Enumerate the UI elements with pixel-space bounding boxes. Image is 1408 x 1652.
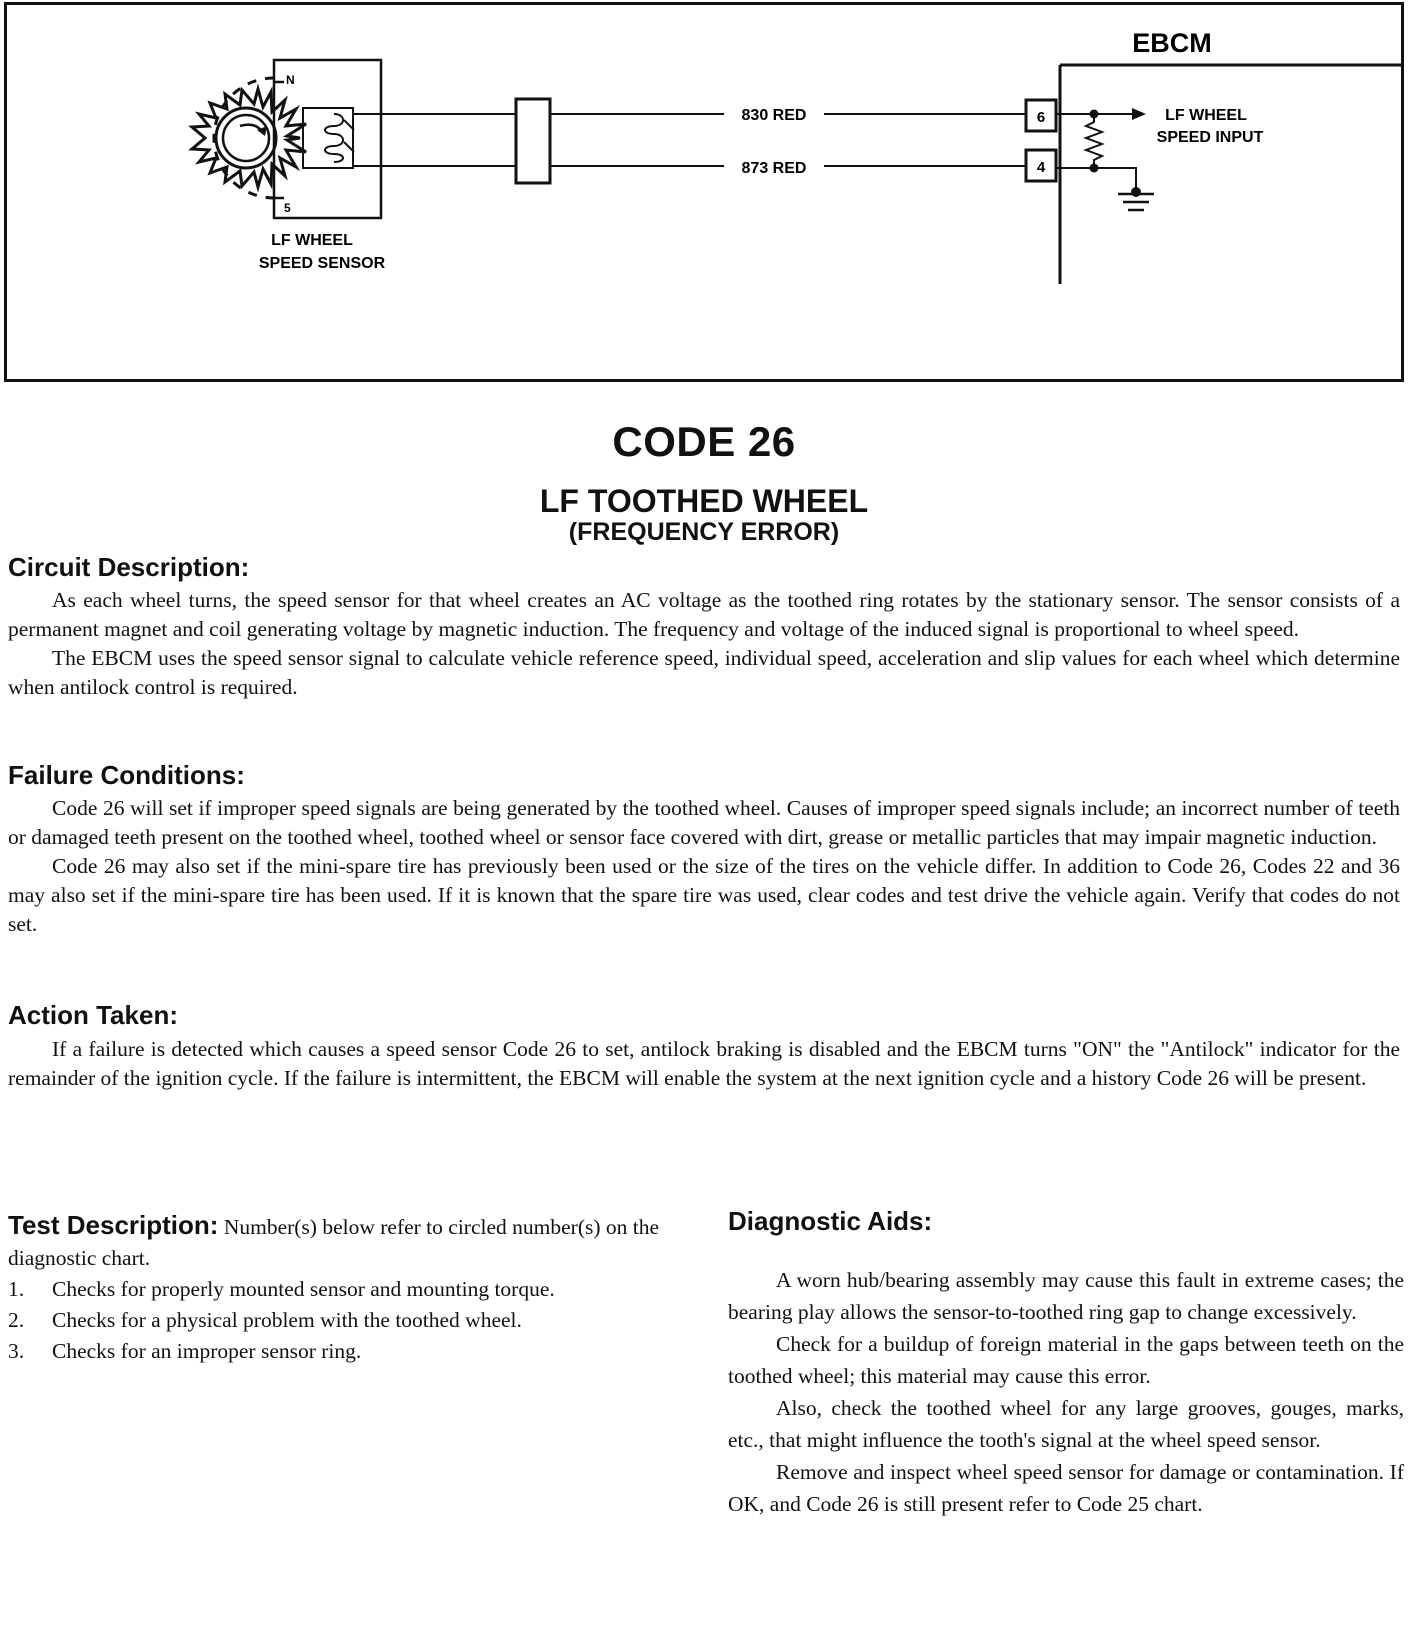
page-subtitle: LF TOOTHED WHEEL [539,483,869,519]
ebcm-module [1026,65,1402,284]
failure-conditions-heading: Failure Conditions: [8,760,245,790]
circuit-description-heading: Circuit Description: [8,552,250,582]
list-item-number: 1. [8,1277,25,1301]
ebcm-label: EBCM [1132,28,1212,58]
ebcm-pin-4: 4 [1036,159,1046,176]
failure-conditions-paragraph: Code 26 will set if improper speed signals are being generated by the toothed wheel. Causes of improper speed signals include; an incorrect number of teeth or damaged teeth present on the toothed wheel, toothed wheel or sensor face covered with dirt, grease or metallic particles that may impair magnetic induction. [8,796,1400,849]
diagnostic-aids-heading: Diagnostic Aids: [728,1206,933,1236]
action-taken-heading: Action Taken: [8,1000,178,1030]
list-item-number: 3. [8,1339,25,1363]
test-description-intro [8,1210,678,1274]
list-item-text: Checks for properly mounted sensor and mounting torque. [52,1277,555,1301]
wire-830-red-label: 830 RED [741,107,807,124]
harness-connector [516,99,550,183]
list-item-text: Checks for a physical problem with the toothed wheel. [52,1308,522,1332]
harness-wires [353,99,1026,183]
test-description-heading: Test Description: [8,1210,219,1240]
wiring-diagram [4,2,1404,402]
junction-dot-ground [1131,187,1141,197]
failure-conditions-body [8,794,1400,939]
diagnostic-aids-body [728,1264,1404,1520]
sensor-label-line1: LF WHEEL [271,232,353,249]
failure-conditions-paragraph: Code 26 may also set if the mini-spare tire has previously been used or the size of the tires on the vehicle differ. In addition to Code 26, Codes 22 and 36 may also set if the mini-spare tire has been used. If it is known that the spare tire was used, clear codes and test drive the vehicle again. Verify that codes do not set. [8,854,1400,936]
circuit-description-paragraph: The EBCM uses the speed sensor signal to calculate vehicle reference speed, individual speed, acceleration and slip values for each wheel which determine when antilock control is required. [8,646,1400,699]
sensor-pin-n: N [286,73,295,87]
sensor-coil-icon [325,114,354,162]
resistor-icon [1086,114,1136,192]
diagnostic-aids-paragraph: A worn hub/bearing assembly may cause this fault in extreme cases; the bearing play allows the sensor-to-toothed ring gap to change excessively. [728,1268,1404,1324]
junction-dot-upper [1090,110,1099,119]
input-label-line1: LF WHEEL [1165,107,1247,124]
junction-dot-lower [1090,164,1099,173]
test-description-intro-text: Number(s) below refer to circled number(s) on the diagnostic chart. [8,1215,660,1270]
list-item [8,1274,678,1305]
list-item-number: 2. [8,1308,25,1332]
ebcm-pin-6: 6 [1036,109,1046,126]
sensor-pin-5: 5 [284,201,291,215]
input-label-line2: SPEED INPUT [1156,129,1264,146]
circuit-description-body [8,586,1400,702]
arrow-right-icon [1132,108,1146,120]
toothed-wheel-icon [192,78,306,198]
diagnostic-aids-paragraph: Also, check the toothed wheel for any large grooves, gouges, marks, etc., that might influence the tooth's signal at the wheel speed sensor. [728,1396,1404,1452]
diagnostic-aids-paragraph: Check for a buildup of foreign material in the gaps between teeth on the toothed wheel; this material may cause this error. [728,1332,1404,1388]
list-item [8,1336,678,1367]
test-description-list [8,1274,678,1367]
test-description [8,1210,678,1367]
action-taken-paragraph: If a failure is detected which causes a speed sensor Code 26 to set, antilock braking is disabled and the EBCM turns "ON" the "Antilock" indicator for the remainder of the ignition cycle. If the failure is intermittent, the EBCM will enable the system at the next ignition cycle and a history Code 26 will be present. [8,1037,1400,1090]
circuit-description-paragraph: As each wheel turns, the speed sensor for that wheel creates an AC voltage as the toothed ring rotates by the stationary sensor. The sensor consists of a permanent magnet and coil generating voltage by magnetic induction. The frequency and voltage of the induced signal is proportional to wheel speed. [8,588,1400,641]
page-title: CODE 26 [612,418,796,465]
wire-873-red-label: 873 RED [741,160,807,177]
action-taken-body [8,1035,1400,1093]
diagnostic-aids-paragraph: Remove and inspect wheel speed sensor for damage or contamination. If OK, and Code 26 is still present refer to Code 25 chart. [728,1460,1404,1516]
diagram-frame [6,4,1403,381]
sensor-label-line2: SPEED SENSOR [258,255,386,272]
list-item-text: Checks for an improper sensor ring. [52,1339,362,1363]
list-item [8,1305,678,1336]
page-subtitle-qualifier: (FREQUENCY ERROR) [568,518,840,546]
